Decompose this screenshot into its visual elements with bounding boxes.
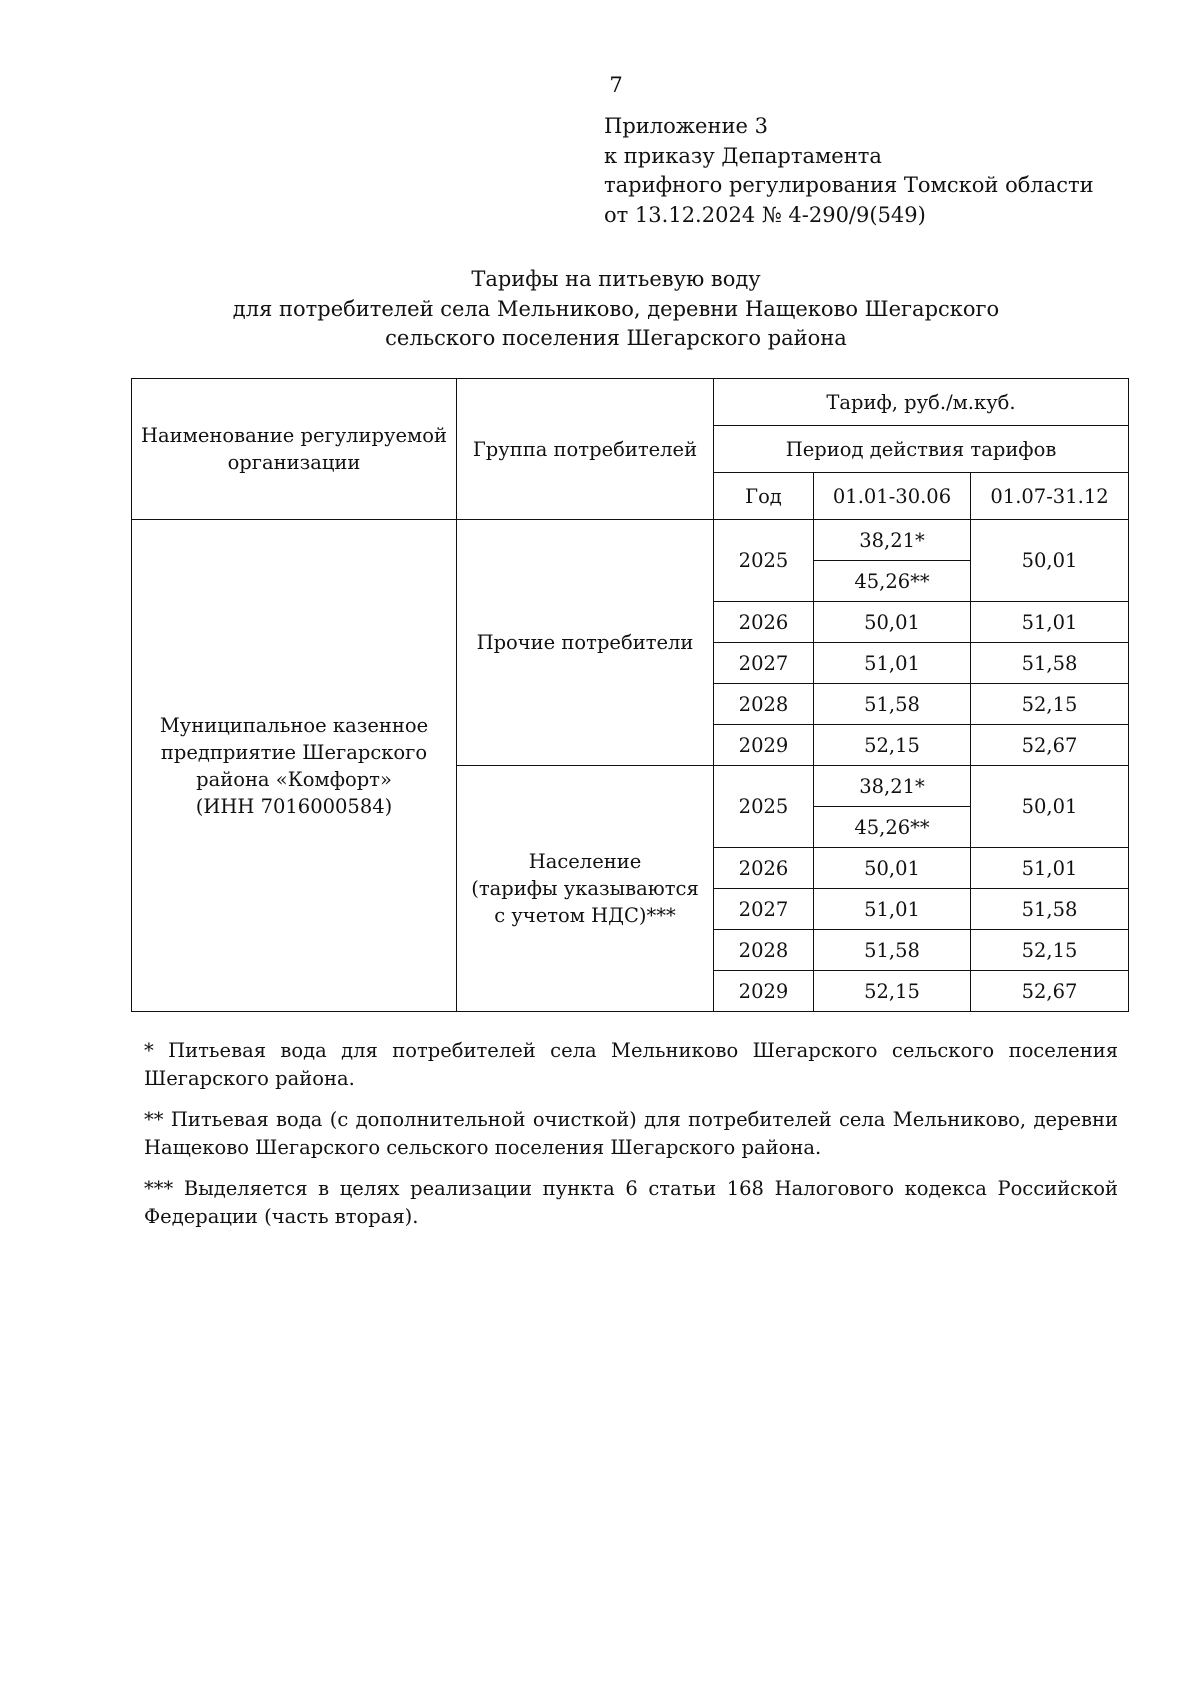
header-period: Период действия тарифов <box>714 426 1129 473</box>
year-cell: 2027 <box>714 643 814 684</box>
year-cell: 2026 <box>714 848 814 889</box>
header-period-2: 01.07-31.12 <box>971 473 1129 520</box>
year-cell: 2025 <box>714 520 814 602</box>
header-period-1: 01.01-30.06 <box>814 473 971 520</box>
year-cell: 2029 <box>714 725 814 766</box>
appendix-header <box>604 112 1124 230</box>
year-cell: 2028 <box>714 930 814 971</box>
tariff-cell: 38,21* <box>814 766 971 807</box>
title-line: Тарифы на питьевую воду <box>471 267 761 291</box>
tariff-cell: 52,67 <box>971 971 1129 1012</box>
tariff-cell: 50,01 <box>814 602 971 643</box>
tariff-cell: 50,01 <box>814 848 971 889</box>
footnotes <box>144 1037 1118 1244</box>
appendix-line: к приказу Департамента <box>604 143 882 168</box>
tariff-cell: 52,15 <box>814 725 971 766</box>
year-cell: 2026 <box>714 602 814 643</box>
appendix-line: от 13.12.2024 № 4-290/9(549) <box>604 202 926 227</box>
header-group: Группа потребителей <box>457 379 714 520</box>
tariff-cell: 51,01 <box>814 643 971 684</box>
appendix-line: тарифного регулирования Томской области <box>604 173 1094 197</box>
document-title <box>0 265 1200 354</box>
page-number: 7 <box>609 73 623 97</box>
tariff-cell: 51,58 <box>814 930 971 971</box>
tariff-cell: 45,26** <box>814 561 971 602</box>
group-cell-population <box>457 766 714 1012</box>
tariff-cell: 52,15 <box>814 971 971 1012</box>
org-line: района «Комфорт» <box>196 767 392 791</box>
tariff-cell: 50,01 <box>971 766 1129 848</box>
footnote: * Питьевая вода для потребителей села Мельниково Шегарского сельского поселения Шегарского района. <box>144 1039 1118 1090</box>
tariff-table <box>131 378 1129 1012</box>
footnote: *** Выделяется в целях реализации пункта 6 статьи 168 Налогового кодекса Российской Федерации (часть вторая). <box>144 1177 1118 1228</box>
group-cell-other: Прочие потребители <box>457 520 714 766</box>
title-line: для потребителей села Мельниково, деревни Нащеково Шегарского <box>232 296 1000 321</box>
org-line: Муниципальное казенное <box>159 713 429 737</box>
group-line: (тарифы указываются <box>471 877 699 900</box>
tariff-cell: 45,26** <box>814 807 971 848</box>
year-cell: 2027 <box>714 889 814 930</box>
organization-cell <box>132 520 457 1012</box>
tariff-cell: 38,21* <box>814 520 971 561</box>
footnote: ** Питьевая вода (с дополнительной очисткой) для потребителей села Мельниково, деревни Нащеково Шегарского сельского поселения Шегарского района. <box>144 1108 1118 1159</box>
group-line: с учетом НДС)*** <box>494 904 676 927</box>
title-line: сельского поселения Шегарского района <box>385 326 847 350</box>
header-year: Год <box>714 473 814 520</box>
year-cell: 2028 <box>714 684 814 725</box>
appendix-line: Приложение 3 <box>604 114 768 138</box>
year-cell: 2029 <box>714 971 814 1012</box>
tariff-cell: 51,58 <box>971 643 1129 684</box>
header-tariff: Тариф, руб./м.куб. <box>714 379 1129 426</box>
org-line: (ИНН 7016000584) <box>195 794 393 818</box>
org-line: предприятие Шегарского <box>160 740 428 764</box>
tariff-cell: 50,01 <box>971 520 1129 602</box>
tariff-cell: 51,58 <box>814 684 971 725</box>
tariff-cell: 51,58 <box>971 889 1129 930</box>
tariff-cell: 52,15 <box>971 684 1129 725</box>
tariff-cell: 51,01 <box>971 602 1129 643</box>
tariff-cell: 52,67 <box>971 725 1129 766</box>
tariff-cell: 52,15 <box>971 930 1129 971</box>
tariff-cell: 51,01 <box>971 848 1129 889</box>
header-org: Наименование регулируемой организации <box>132 379 457 520</box>
tariff-cell: 51,01 <box>814 889 971 930</box>
group-line: Население <box>528 850 642 873</box>
year-cell: 2025 <box>714 766 814 848</box>
